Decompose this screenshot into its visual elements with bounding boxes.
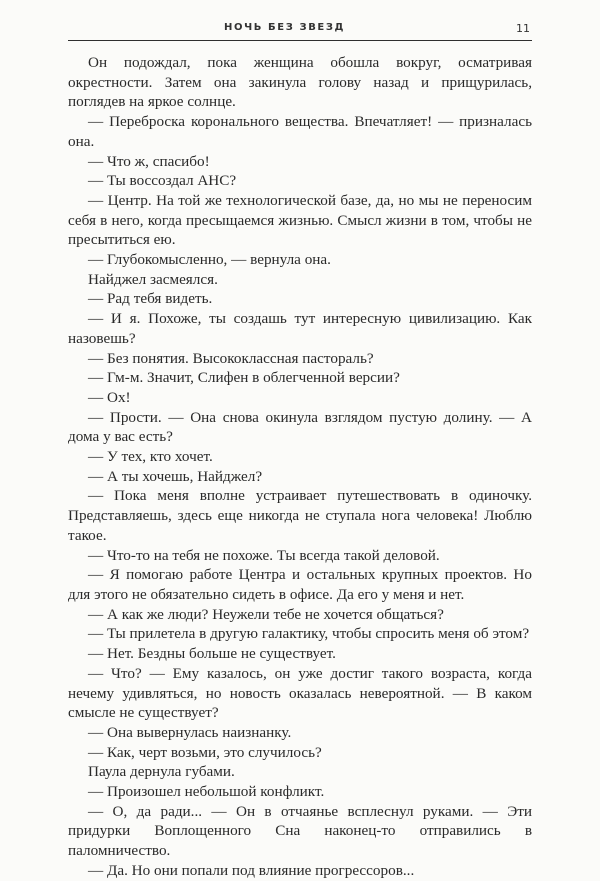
paragraph: — У тех, кто хочет. [88,448,213,466]
paragraph: — Без понятия. Высококлассная пастораль? [88,349,374,367]
paragraph: — Как, черт возьми, это случилось? [88,743,322,761]
paragraph: — Переброска коронального вещества. Впечатляет! — призналась она. [68,113,532,150]
paragraph: — Рад тебя видеть. [88,290,213,308]
paragraph: — Что ж, спасибо! [88,152,210,170]
paragraph: — Пока меня вполне устраивает путешествовать в одиночку. Представляешь, здесь еще никогда не ступала нога человека! Люблю такое. [68,487,532,544]
running-header [68,20,532,41]
paragraph: — Да. Но они попали под влияние прогрессоров... [88,861,415,879]
paragraph: — Произошел небольшой конфликт. [88,783,325,801]
page-body [68,53,532,881]
paragraph: — Нет. Бездны больше не существует. [88,645,336,663]
paragraph: — Прости. — Она снова окинула взглядом пустую долину. — А дома у вас есть? [68,408,532,446]
paragraph: — Я помогаю работе Центра и остальных крупных проектов. Но для этого не обязательно сидеть в офисе. Да его у меня и нет. [68,566,532,603]
paragraph: — А ты хочешь, Найджел? [88,467,263,485]
paragraph: Он подождал, пока женщина обошла вокруг, осматривая окрестности. Затем она закинула голову назад и прищурилась, поглядев на яркое солнце. [68,54,532,111]
paragraph: — Что-то на тебя не похоже. Ты всегда такой деловой. [88,546,440,564]
paragraph: — Ох! [88,388,131,406]
paragraph: — Глубокомысленно, — вернула она. [88,251,331,269]
paragraph: — Ты прилетела в другую галактику, чтобы спросить меня об этом? [88,625,530,643]
running-head-title: НОЧЬ БЕЗ ЗВЕЗД [224,22,346,33]
page-number: 11 [516,22,530,35]
paragraph: — О, да ради... — Он в отчаянье всплеснул руками. — Эти придурки Воплощенного Сна наконец-то отправились в паломничество. [68,802,532,860]
paragraph: — А как же люди? Неужели тебе не хочется общаться? [88,605,444,623]
paragraph: — Гм-м. Значит, Слифен в облегченной версии? [88,369,400,387]
paragraph: — Ты воссоздал АНС? [88,172,237,190]
paragraph: Паула дернула губами. [88,763,235,781]
paragraph: — Что? — Ему казалось, он уже достиг такого возраста, когда нечему удивляться, но новость оказалась невероятной. — В каком смысле не существует? [68,664,532,722]
paragraph: — Она вывернулась наизнанку. [88,723,292,741]
paragraph: Найджел засмеялся. [88,270,218,288]
paragraph: — Центр. На той же технологической базе, да, но мы не переносим себя в него, когда пресыщаемся жизнью. Смысл жизни в том, чтобы не пресытиться ею. [68,191,532,249]
paragraph: — И я. Похоже, ты создашь тут интересную цивилизацию. Как назовешь? [68,310,532,347]
